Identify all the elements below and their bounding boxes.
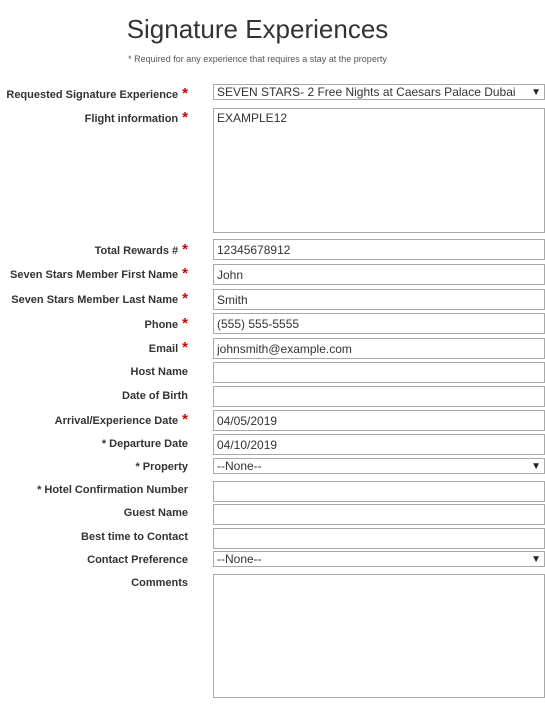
chevron-down-icon: ▼ <box>531 461 541 472</box>
page-subtitle: * Required for any experience that requires a stay at the property <box>128 54 387 64</box>
flight-label: Flight information * <box>84 109 188 126</box>
guest-name-input[interactable] <box>213 504 545 525</box>
stay-required-marker: * <box>101 438 107 450</box>
required-marker: * <box>182 109 188 126</box>
required-marker: * <box>182 315 188 332</box>
last-name-label: Seven Stars Member Last Name * <box>11 290 188 307</box>
required-marker: * <box>182 85 188 102</box>
required-marker: * <box>182 411 188 428</box>
email-label: Email * <box>148 339 188 356</box>
experience-label: Requested Signature Experience * <box>6 85 188 102</box>
host-name-input[interactable] <box>213 362 545 383</box>
best-time-input[interactable] <box>213 528 545 549</box>
phone-input[interactable] <box>213 313 545 334</box>
arrival-label: Arrival/Experience Date * <box>54 411 188 428</box>
contact-pref-label: Contact Preference <box>87 554 188 566</box>
comments-label: Comments <box>131 577 188 589</box>
required-marker: * <box>182 290 188 307</box>
stay-required-marker: * <box>135 461 140 473</box>
dob-label: Date of Birth <box>122 390 188 402</box>
confirmation-label: * Hotel Confirmation Number <box>37 484 188 496</box>
rewards-label: Total Rewards # * <box>94 241 188 258</box>
last-name-input[interactable] <box>213 289 545 310</box>
departure-label: * Departure Date <box>101 438 188 450</box>
confirmation-input[interactable] <box>213 481 545 502</box>
departure-date-input[interactable] <box>213 434 545 455</box>
phone-label: Phone * <box>144 315 188 332</box>
host-name-label: Host Name <box>130 366 188 378</box>
property-label: * Property <box>135 461 188 473</box>
chevron-down-icon: ▼ <box>531 87 541 98</box>
experience-select[interactable]: SEVEN STARS- 2 Free Nights at Caesars Palace Dubai ▼ <box>213 84 545 100</box>
guest-name-label: Guest Name <box>123 507 188 519</box>
flight-info-textarea[interactable] <box>213 108 545 233</box>
page-title: Signature Experiences <box>126 14 389 44</box>
arrival-date-input[interactable] <box>213 410 545 431</box>
email-input[interactable] <box>213 338 545 359</box>
first-name-label: Seven Stars Member First Name * <box>10 265 188 282</box>
stay-required-marker: * <box>37 484 42 496</box>
required-marker: * <box>182 265 188 282</box>
dob-input[interactable] <box>213 386 545 407</box>
contact-pref-select[interactable]: --None-- ▼ <box>213 551 545 567</box>
first-name-input[interactable] <box>213 264 545 285</box>
comments-textarea[interactable] <box>213 574 545 698</box>
chevron-down-icon: ▼ <box>531 554 541 565</box>
rewards-input[interactable] <box>213 239 545 260</box>
required-marker: * <box>182 339 188 356</box>
best-time-label: Best time to Contact <box>81 531 188 543</box>
property-select[interactable]: --None-- ▼ <box>213 458 545 474</box>
required-marker: * <box>182 241 188 258</box>
